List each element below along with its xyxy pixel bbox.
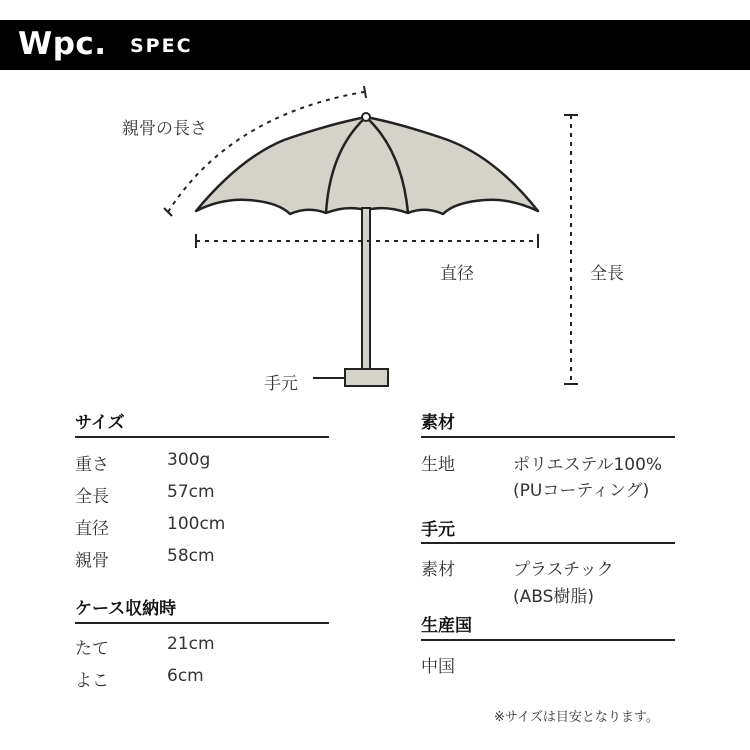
header-subtitle: SPEC [130,35,193,57]
origin-section-divider [421,639,675,641]
handle-label: 手元 [264,374,298,394]
umbrella-canopy [196,117,538,214]
size-row-label: 全長 [75,487,109,507]
material-section-divider [421,436,675,438]
material-row-value-note: (PUコーティング) [513,481,650,501]
rib-length-label: 親骨の長さ [122,119,207,139]
size-row-label: 親骨 [75,551,109,571]
size-row-label: 直径 [75,519,109,539]
handle-row-value: プラスチック [513,560,614,580]
size-section-divider [75,436,329,438]
umbrella-handle [345,369,388,386]
case-row-value: 6cm [167,666,204,686]
umbrella-shaft [362,208,370,370]
size-row-value: 57cm [167,482,215,502]
header-bar [0,20,750,70]
total-length-label: 全長 [590,264,624,284]
case-row-value: 21cm [167,634,215,654]
handle-section-title: 手元 [421,520,455,540]
material-row-label: 生地 [421,455,455,475]
umbrella-diagram [0,80,750,400]
handle-row-value-note: (ABS樹脂) [513,587,595,607]
size-row-value: 58cm [167,546,215,566]
case-section-title: ケース収納時 [75,599,177,619]
material-row-value: ポリエステル100% [513,455,663,475]
rib-length-tick-end [364,86,366,98]
umbrella-tip [362,113,370,121]
origin-section-title: 生産国 [421,616,472,636]
case-row-label: たて [75,639,109,659]
size-section-title: サイズ [75,413,125,433]
case-row-label: よこ [75,671,109,691]
handle-row-label: 素材 [421,560,455,580]
case-section-divider [75,622,329,624]
brand-logo: Wpc. [18,26,107,62]
handle-section-divider [421,542,675,544]
origin-value: 中国 [421,657,455,677]
size-row-value: 300g [167,450,211,470]
size-disclaimer-note: ※サイズは目安となります。 [494,710,659,725]
size-row-label: 重さ [75,455,109,475]
diameter-label: 直径 [440,264,474,284]
size-row-value: 100cm [167,514,226,534]
material-section-title: 素材 [421,413,455,433]
